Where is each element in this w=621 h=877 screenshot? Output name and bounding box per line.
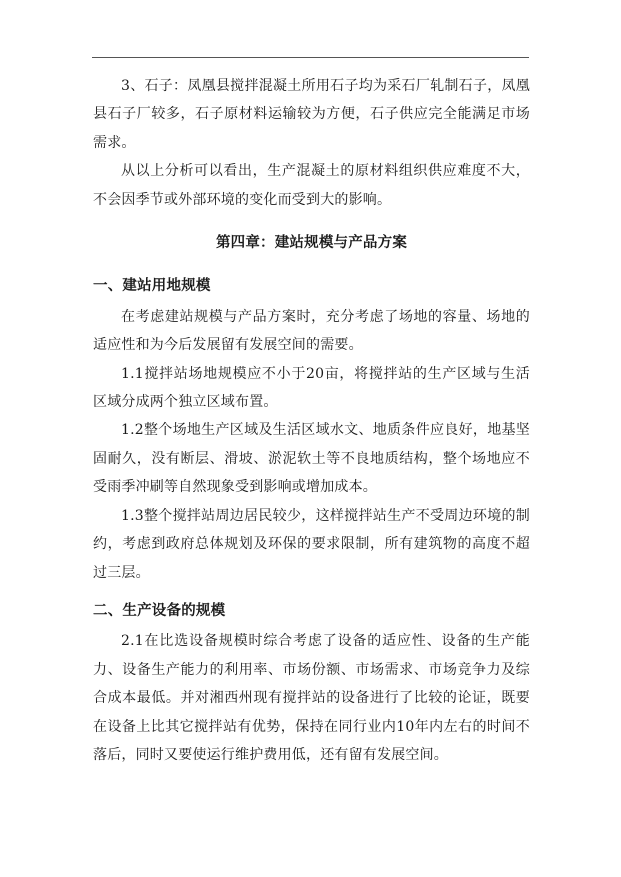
paragraph-item-1-2: 1.2整个场地生产区域及生活区域水文、地质条件应良好，地基坚固耐久，没有断层、滑坡、淤泥软土等不良地质结构，整个场地应不受雨季冲刷等自然现象受到影响或增加成本。 — [93, 422, 530, 496]
section-heading-equipment-scale: 二、生产设备的规模 — [93, 601, 226, 619]
chapter-title: 第四章：建站规模与产品方案 — [215, 234, 408, 252]
document-body — [93, 72, 530, 769]
section-heading-site-scale: 一、建站用地规模 — [93, 277, 211, 295]
paragraph-item-1-1: 1.1搅拌站场地规模应不小于20亩，将搅拌站的生产区域与生活区域分成两个独立区域布置。 — [93, 365, 530, 411]
paragraph-item-1-3: 1.3整个搅拌站周边居民较少，这样搅拌站生产不受周边环境的制约，考虑到政府总体规划及环保的要求限制，所有建筑物的高度不超过三层。 — [93, 507, 530, 581]
header-rule — [92, 57, 529, 58]
paragraph-site-intro: 在考虑建站规模与产品方案时，充分考虑了场地的容量、场地的适应性和为今后发展留有发展空间的需要。 — [93, 308, 530, 354]
paragraph-stone-supply: 3、石子：凤凰县搅拌混凝土所用石子均为采石厂轧制石子，凤凰县石子厂较多，石子原材料运输较为方便，石子供应完全能满足市场需求。 — [93, 78, 530, 151]
paragraph-conclusion: 从以上分析可以看出，生产混凝土的原材料组织供应难度不大，不会因季节或外部环境的变化而受到大的影响。 — [93, 163, 530, 208]
paragraph-item-2-1: 2.1在比选设备规模时综合考虑了设备的适应性、设备的生产能力、设备生产能力的利用率、市场份额、市场需求、市场竞争力及综合成本最低。并对湘西州现有搅拌站的设备进行了比较的论证，既要在设备上比其它搅拌站有优势，保持在同行业内10年内左右的时间不落后，同时又要使运行维护费用低，还有留有发展空间。 — [93, 633, 530, 763]
